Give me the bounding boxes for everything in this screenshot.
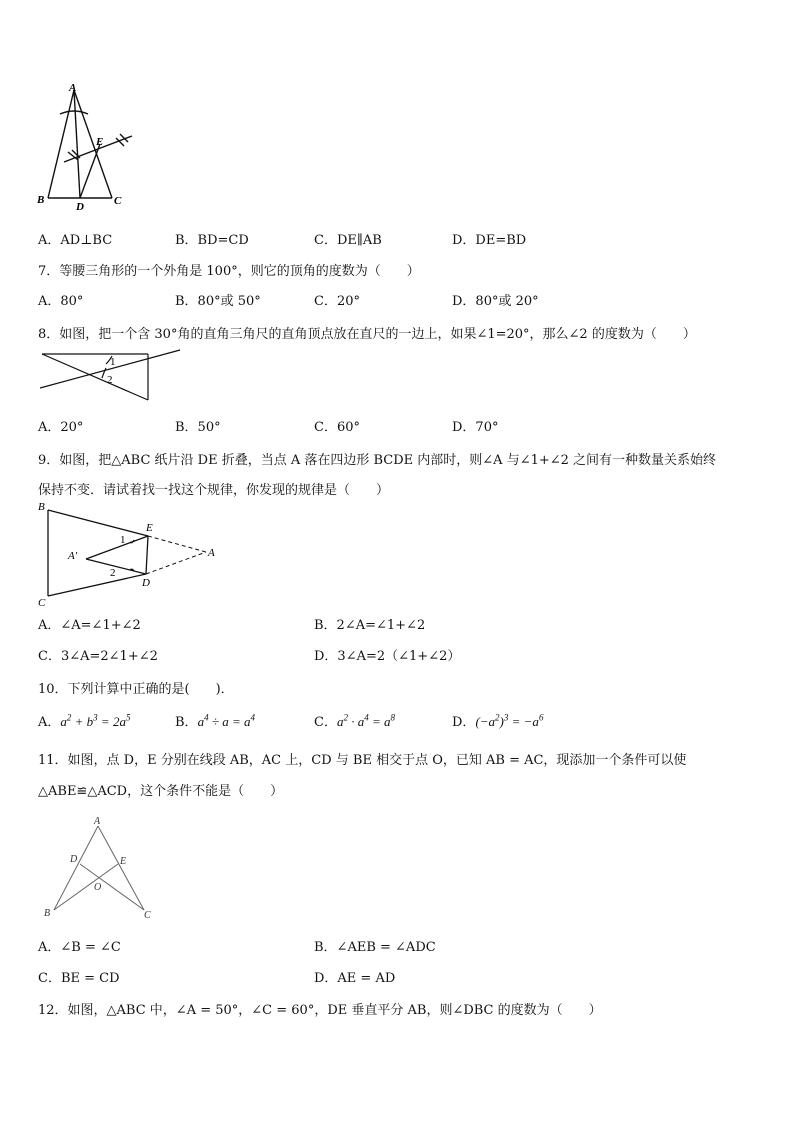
figure-q6 — [34, 80, 144, 215]
q10-option-d-label: D． — [452, 715, 476, 730]
q11-option-a[interactable]: A．∠B = ∠C — [38, 940, 121, 955]
fig11-label-e: E — [120, 856, 127, 867]
q10-option-b-formula: $a^4 \div a = a^4$ — [197, 712, 255, 729]
fig11-label-o: O — [94, 882, 102, 893]
fig9-label-d: D — [142, 577, 150, 589]
q8-option-c[interactable]: C．60° — [314, 420, 360, 435]
q9-option-c[interactable]: C．3∠A=2∠1+∠2 — [38, 649, 158, 664]
q10-option-c-formula: $a^2 \cdot a^4 = a^8$ — [336, 712, 395, 729]
fig6-label-d: D — [76, 201, 84, 213]
q11-stem-line2: △ABE≌△ACD，这个条件不能是（ ） — [38, 784, 284, 799]
fig8-angle-2: 2 — [107, 374, 113, 386]
fig9-label-c: C — [38, 597, 46, 609]
q6-option-c[interactable]: C．DE∥AB — [314, 233, 382, 248]
fig11-label-a: A — [94, 816, 101, 827]
q7-stem: 7．等腰三角形的一个外角是 100°，则它的顶角的度数为（ ） — [38, 264, 420, 279]
q11-option-d[interactable]: D．AE = AD — [314, 971, 396, 986]
q8-option-b[interactable]: B．50° — [175, 420, 221, 435]
q7-option-b[interactable]: B．80°或 50° — [175, 294, 261, 309]
q11-option-c[interactable]: C．BE = CD — [38, 971, 120, 986]
fig9-label-a-prime: A′ — [68, 550, 78, 562]
figure-q8 — [36, 344, 186, 406]
q10-option-c-label: C． — [314, 715, 337, 730]
q9-stem-line2: 保持不变．请试着找一找这个规律，你发现的规律是（ ） — [38, 483, 390, 498]
q7-option-d[interactable]: D．80°或 20° — [452, 294, 539, 309]
q11-option-b[interactable]: B．∠AEB = ∠ADC — [314, 940, 436, 955]
fig6-label-a: A — [69, 82, 77, 94]
q10-option-b-label: B． — [175, 715, 198, 730]
q10-option-a[interactable] — [38, 711, 130, 730]
q7-option-c[interactable]: C．20° — [314, 294, 360, 309]
q6-option-a[interactable]: A．AD⊥BC — [38, 233, 113, 248]
fig6-label-c: C — [114, 195, 122, 207]
q9-stem-line1: 9．如图，把△ABC 纸片沿 DE 折叠，当点 A 落在四边形 BCDE 内部时，则∠A 与∠1+∠2 之间有一种数量关系始终 — [38, 453, 717, 468]
q12-stem: 12．如图，△ABC 中，∠A = 50°，∠C = 60°，DE 垂直平分 AB，则∠DBC 的度数为（ ） — [38, 1003, 602, 1018]
q7-option-a[interactable]: A．80° — [38, 294, 84, 309]
fig9-label-b: B — [38, 501, 45, 513]
figure-q11 — [40, 814, 160, 924]
fig6-label-b: B — [37, 194, 45, 206]
fig11-label-c: C — [144, 910, 151, 921]
fig11-label-d: D — [70, 854, 78, 865]
fig11-label-b: B — [44, 908, 51, 919]
fig9-angle-1: 1 — [120, 534, 126, 546]
q10-option-d[interactable] — [452, 711, 543, 730]
q9-option-a[interactable]: A．∠A=∠1+∠2 — [38, 618, 141, 633]
fig9-label-e: E — [146, 522, 153, 534]
q6-option-d[interactable]: D．DE=BD — [452, 233, 527, 248]
q10-option-c[interactable] — [314, 711, 395, 730]
q9-option-d[interactable]: D．3∠A=2（∠1+∠2） — [314, 649, 461, 664]
q9-option-b[interactable]: B．2∠A=∠1+∠2 — [314, 618, 426, 633]
fig8-angle-1: 1 — [110, 356, 116, 368]
fig9-angle-2: 2 — [110, 567, 116, 579]
figure-q9 — [34, 498, 234, 610]
fig9-label-a: A — [208, 547, 215, 559]
q11-stem-line1: 11．如图，点 D，E 分别在线段 AB，AC 上，CD 与 BE 相交于点 O，已知 AB = AC，现添加一个条件可以使 — [38, 753, 687, 768]
q8-option-d[interactable]: D．70° — [452, 420, 499, 435]
q10-option-a-formula: $a^2 + b^3 = 2a^5$ — [60, 712, 131, 729]
q10-option-d-formula: $(-a^2)^3 = -a^6$ — [475, 712, 544, 729]
q8-stem: 8．如图，把一个含 30°角的直角三角尺的直角顶点放在直尺的一边上，如果∠1=20°，那么∠2 的度数为（ ） — [38, 327, 696, 342]
q10-option-a-label: A． — [38, 715, 61, 730]
q10-stem: 10．下列计算中正确的是( )． — [38, 682, 234, 697]
q8-option-a[interactable]: A．20° — [38, 420, 84, 435]
q10-option-b[interactable] — [175, 711, 255, 730]
fig6-label-e: E — [96, 136, 104, 148]
q6-option-b[interactable]: B．BD=CD — [175, 233, 249, 248]
